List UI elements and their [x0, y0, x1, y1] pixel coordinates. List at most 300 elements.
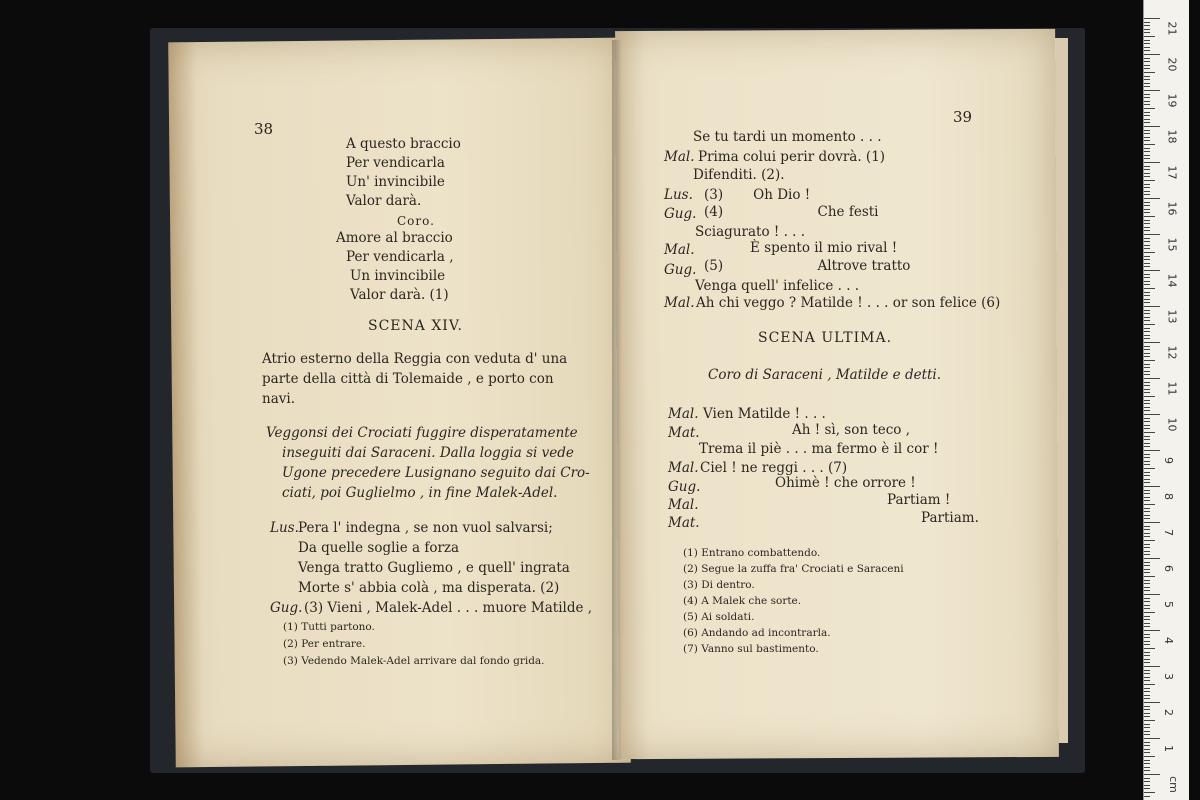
ruler-tick — [1144, 619, 1150, 620]
ruler-tick — [1144, 115, 1150, 116]
ruler-tick — [1144, 227, 1150, 228]
ruler-tick — [1144, 605, 1150, 606]
dialogue-line: Ah chi veggo ? Matilde ! . . . or son felice (6) — [696, 295, 1001, 311]
ruler-tick — [1144, 36, 1155, 37]
ruler-tick — [1144, 554, 1150, 555]
footnote: (5) Ai soldati. — [683, 611, 755, 623]
ruler-tick — [1144, 396, 1155, 397]
ruler-tick — [1144, 40, 1150, 41]
ruler-tick — [1144, 472, 1150, 473]
ruler-tick — [1144, 76, 1150, 77]
ruler-tick — [1144, 385, 1150, 386]
ruler-tick — [1144, 158, 1150, 159]
ruler-tick — [1144, 320, 1150, 321]
ruler-tick — [1144, 86, 1150, 87]
footnote: (1) Tutti partono. — [283, 621, 375, 633]
ruler-tick — [1144, 760, 1150, 761]
ruler-tick — [1144, 230, 1150, 231]
ruler-tick — [1144, 220, 1150, 221]
ruler-tick — [1144, 266, 1150, 267]
footnote: (3) Di dentro. — [683, 579, 755, 591]
ruler-number: 16 — [1165, 201, 1179, 216]
ruler-tick — [1144, 533, 1150, 534]
ruler-tick — [1144, 382, 1150, 383]
ruler-tick — [1144, 209, 1150, 210]
ruler-tick — [1144, 155, 1150, 156]
ruler-tick — [1144, 601, 1150, 602]
ruler-tick — [1144, 464, 1150, 465]
ruler-tick — [1144, 428, 1150, 429]
ruler-tick — [1144, 108, 1155, 109]
ruler-tick — [1144, 648, 1155, 649]
ruler-tick — [1144, 374, 1150, 375]
ruler-tick — [1144, 504, 1155, 505]
setting-line: navi. — [262, 391, 295, 407]
ruler-tick — [1144, 720, 1155, 721]
ruler-tick — [1144, 569, 1150, 570]
ruler-tick — [1144, 511, 1150, 512]
ruler-tick — [1144, 590, 1150, 591]
ruler-tick — [1144, 198, 1160, 199]
verse-line: Un invincibile — [350, 268, 446, 284]
ruler-tick — [1144, 101, 1150, 102]
verse-line: Per vendicarla — [346, 155, 445, 171]
dialogue-line: Pera l' indegna , se non vuol salvarsi; — [298, 520, 553, 536]
stage-direction-line: inseguiti dai Saraceni. Dalla loggia si vede — [282, 445, 574, 461]
dialogue-line: Venga tratto Gugliemo , e quell' ingrata — [298, 560, 570, 576]
dialogue-line: Ciel ! ne reggi . . . (7) — [700, 460, 848, 476]
ruler-tick — [1144, 792, 1155, 793]
ruler-tick — [1144, 281, 1150, 282]
ruler-tick — [1144, 576, 1155, 577]
ruler-tick — [1144, 788, 1150, 789]
ruler-tick — [1144, 133, 1150, 134]
ruler-tick — [1144, 774, 1160, 775]
ruler-tick — [1144, 785, 1150, 786]
ruler-tick — [1144, 18, 1160, 19]
ruler-tick — [1144, 205, 1150, 206]
ruler-tick — [1144, 302, 1150, 303]
ruler-tick — [1144, 43, 1150, 44]
ruler-tick — [1144, 274, 1150, 275]
scene-title: SCENA ULTIMA. — [758, 330, 893, 346]
ruler-tick — [1144, 414, 1160, 415]
scene-title: SCENA XIV. — [368, 318, 463, 334]
ruler-tick — [1144, 72, 1155, 73]
footnote: (1) Entrano combattendo. — [683, 547, 821, 559]
ruler-tick — [1144, 191, 1150, 192]
verse-line: A questo braccio — [346, 136, 461, 152]
ruler-tick — [1144, 734, 1150, 735]
verse-line: Valor darà. — [346, 193, 422, 209]
dialogue-line: (5) Altrove tratto — [704, 258, 911, 274]
ruler-tick — [1144, 716, 1150, 717]
ruler-tick — [1144, 562, 1150, 563]
ruler-tick — [1144, 144, 1155, 145]
ruler-number: 21 — [1165, 21, 1179, 36]
ruler-tick — [1144, 742, 1150, 743]
ruler-tick — [1144, 778, 1150, 779]
ruler-tick — [1144, 439, 1150, 440]
ruler-tick — [1144, 223, 1150, 224]
ruler-tick — [1144, 346, 1150, 347]
coro-label: Coro. — [397, 214, 435, 228]
ruler-tick — [1144, 360, 1155, 361]
ruler-tick — [1144, 436, 1150, 437]
ruler-tick — [1144, 454, 1150, 455]
ruler-tick — [1144, 277, 1150, 278]
setting-line: Atrio esterno della Reggia con veduta d' una — [262, 351, 568, 367]
page-number-right: 39 — [953, 108, 973, 126]
speaker-label: Gug. — [664, 262, 697, 278]
ruler-tick — [1144, 338, 1150, 339]
dialogue-line: È spento il mio rival ! — [750, 240, 898, 256]
ruler-tick — [1144, 594, 1160, 595]
ruler-tick — [1144, 673, 1150, 674]
ruler-tick — [1144, 392, 1150, 393]
ruler-tick — [1144, 216, 1155, 217]
ruler-number: 12 — [1165, 345, 1179, 360]
ruler-tick — [1144, 709, 1150, 710]
ruler-number: 1 — [1162, 745, 1175, 752]
ruler-number: 5 — [1162, 601, 1175, 608]
ruler-tick — [1144, 641, 1150, 642]
ruler-tick — [1144, 583, 1150, 584]
speaker-label: Mal. — [668, 406, 699, 422]
ruler-tick — [1144, 425, 1150, 426]
ruler-tick — [1144, 515, 1150, 516]
ruler-tick — [1144, 587, 1150, 588]
page-number-left: 38 — [254, 120, 274, 138]
dialogue-line: (3) Vieni , Malek-Adel . . . muore Matilde , — [304, 600, 593, 616]
stage-direction-line: ciati, poi Guglielmo , in fine Malek-Adel. — [282, 485, 558, 501]
ruler-tick — [1144, 637, 1150, 638]
footnote: (2) Segue la zuffa fra' Crociati e Saraceni — [683, 563, 904, 575]
ruler-number: 10 — [1165, 417, 1179, 432]
speaker-label: Lus. — [270, 520, 299, 536]
speaker-label: Mal. — [664, 242, 695, 258]
ruler-tick — [1144, 400, 1150, 401]
ruler-tick — [1144, 706, 1150, 707]
ruler-tick — [1144, 756, 1155, 757]
speaker-label: Gug. — [270, 600, 303, 616]
dialogue-line: Morte s' abbia colà , ma disperata. (2) — [298, 580, 560, 596]
dialogue-line: Venga quell' infelice . . . — [695, 278, 860, 294]
ruler-tick — [1144, 130, 1150, 131]
ruler-tick — [1144, 526, 1150, 527]
ruler-tick — [1144, 126, 1160, 127]
ruler-tick — [1144, 112, 1150, 113]
ruler-tick — [1144, 630, 1160, 631]
ruler-tick — [1144, 65, 1150, 66]
ruler-tick — [1144, 22, 1150, 23]
ruler-tick — [1144, 47, 1150, 48]
footnote: (3) Vedendo Malek-Adel arrivare dal fondo grida. — [283, 655, 545, 667]
verse-line: Un' invincibile — [346, 174, 445, 190]
ruler-tick — [1144, 259, 1150, 260]
ruler-number: 17 — [1165, 165, 1179, 180]
ruler-tick — [1144, 284, 1150, 285]
ruler-tick — [1144, 608, 1150, 609]
ruler-number: 2 — [1162, 709, 1175, 716]
speaker-label: Mat. — [668, 515, 700, 531]
ruler-tick — [1144, 378, 1160, 379]
ruler-number: 8 — [1162, 493, 1175, 500]
ruler-tick — [1144, 122, 1150, 123]
ruler-tick — [1144, 518, 1150, 519]
ruler-tick — [1144, 796, 1150, 797]
ruler-tick — [1144, 493, 1150, 494]
ruler-tick — [1144, 457, 1150, 458]
ruler-tick — [1144, 68, 1150, 69]
speaker-label: Mal. — [664, 295, 695, 311]
ruler-tick — [1144, 353, 1150, 354]
dialogue-line: Partiam. — [921, 510, 979, 526]
ruler-tick — [1144, 212, 1150, 213]
ruler-tick — [1144, 652, 1150, 653]
speaker-label: Mal. — [668, 460, 699, 476]
ruler-tick — [1144, 173, 1150, 174]
ruler-tick — [1144, 677, 1150, 678]
ruler-tick — [1144, 324, 1155, 325]
ruler-tick — [1144, 331, 1150, 332]
ruler-tick — [1144, 580, 1150, 581]
ruler-tick — [1144, 252, 1155, 253]
ruler-tick — [1144, 540, 1155, 541]
ruler-tick — [1144, 389, 1150, 390]
ruler-tick — [1144, 767, 1150, 768]
ruler-tick — [1144, 356, 1150, 357]
ruler-tick — [1144, 479, 1150, 480]
ruler-tick — [1144, 623, 1150, 624]
ruler-tick — [1144, 544, 1150, 545]
ruler-tick — [1144, 234, 1160, 235]
stage-direction-line: Ugone precedere Lusignano seguito dai Cro- — [282, 465, 590, 481]
footnote: (2) Per entrare. — [283, 638, 366, 650]
ruler-tick — [1144, 58, 1150, 59]
ruler-tick — [1144, 342, 1160, 343]
ruler-tick — [1144, 482, 1150, 483]
ruler-tick — [1144, 83, 1150, 84]
ruler-tick — [1144, 695, 1150, 696]
ruler-tick — [1144, 180, 1155, 181]
ruler-tick — [1144, 313, 1150, 314]
ruler-tick — [1144, 450, 1160, 451]
ruler-tick — [1144, 572, 1150, 573]
ruler-tick — [1144, 558, 1160, 559]
ruler-number: 15 — [1165, 237, 1179, 252]
ruler-number: 20 — [1165, 57, 1179, 72]
ruler-tick — [1144, 616, 1150, 617]
ruler-tick — [1144, 461, 1150, 462]
ruler-tick — [1144, 104, 1150, 105]
ruler-tick — [1144, 371, 1150, 372]
footnote: (6) Andando ad incontrarla. — [683, 627, 831, 639]
ruler-tick — [1144, 432, 1155, 433]
ruler-tick — [1144, 612, 1155, 613]
dialogue-line: Partiam ! — [887, 492, 951, 508]
ruler-tick — [1144, 626, 1150, 627]
dialogue-line: Prima colui perir dovrà. (1) — [698, 149, 886, 165]
speaker-label: Lus. — [664, 187, 693, 203]
speaker-label: Mal. — [664, 149, 695, 165]
ruler-tick — [1144, 738, 1160, 739]
ruler-tick — [1144, 634, 1150, 635]
ruler-tick — [1144, 306, 1160, 307]
speaker-label: Gug. — [668, 479, 701, 495]
ruler-tick — [1144, 698, 1150, 699]
ruler-number: 3 — [1162, 673, 1175, 680]
book-gutter — [612, 40, 622, 760]
ruler-tick — [1144, 536, 1150, 537]
ruler-tick — [1144, 522, 1160, 523]
ruler-tick — [1144, 29, 1150, 30]
ruler-tick — [1144, 310, 1150, 311]
ruler-tick — [1144, 659, 1150, 660]
verse-line: Per vendicarla , — [346, 249, 454, 265]
ruler-tick — [1144, 752, 1150, 753]
ruler-number: 4 — [1162, 637, 1175, 644]
ruler-tick — [1144, 691, 1150, 692]
ruler-number: 13 — [1165, 309, 1179, 324]
ruler-tick — [1144, 256, 1150, 257]
verse-line: Amore al braccio — [336, 230, 453, 246]
ruler-tick — [1144, 670, 1150, 671]
verse-line: Valor darà. (1) — [350, 287, 449, 303]
dialogue-line: (4) Che festi — [704, 204, 879, 220]
ruler-tick — [1144, 662, 1150, 663]
ruler-tick — [1144, 94, 1150, 95]
ruler-tick — [1144, 486, 1160, 487]
ruler-tick — [1144, 140, 1150, 141]
ruler-tick — [1144, 335, 1150, 336]
ruler-tick — [1144, 166, 1150, 167]
speaker-label: Mal. — [668, 497, 699, 513]
dialogue-line: Vien Matilde ! . . . — [703, 406, 826, 422]
ruler-tick — [1144, 410, 1150, 411]
ruler-tick — [1144, 169, 1150, 170]
ruler-number: 19 — [1165, 93, 1179, 108]
setting-line: parte della città di Tolemaide , e porto con — [262, 371, 554, 387]
ruler-tick — [1144, 245, 1150, 246]
ruler-tick — [1144, 248, 1150, 249]
ruler-tick — [1144, 349, 1150, 350]
ruler-tick — [1144, 32, 1150, 33]
ruler-tick — [1144, 770, 1150, 771]
ruler-tick — [1144, 194, 1150, 195]
ruler-tick — [1144, 364, 1150, 365]
ruler-number: cm — [1166, 776, 1180, 793]
stage-direction: Coro di Saraceni , Matilde e detti. — [708, 367, 942, 383]
ruler-tick — [1144, 241, 1150, 242]
ruler-tick — [1144, 508, 1150, 509]
ruler-number: 11 — [1165, 381, 1179, 396]
ruler-tick — [1144, 328, 1150, 329]
ruler-tick — [1144, 97, 1150, 98]
ruler-tick — [1144, 490, 1150, 491]
ruler-tick — [1144, 731, 1150, 732]
speaker-label: Mat. — [668, 425, 700, 441]
ruler-tick — [1144, 317, 1150, 318]
dialogue-line: Ah ! sì, son teco , — [792, 422, 911, 438]
dialogue-line: Trema il piè . . . ma fermo è il cor ! — [699, 441, 939, 457]
ruler-tick — [1144, 119, 1150, 120]
ruler-tick — [1144, 468, 1155, 469]
dialogue-line: Sciagurato ! . . . — [695, 224, 806, 240]
ruler-tick — [1144, 680, 1150, 681]
ruler-tick — [1144, 61, 1150, 62]
ruler-tick — [1144, 666, 1160, 667]
ruler-tick — [1144, 749, 1150, 750]
ruler-tick — [1144, 137, 1150, 138]
dialogue-line: Da quelle soglie a forza — [298, 540, 460, 556]
ruler-tick — [1144, 547, 1150, 548]
ruler-number: 6 — [1162, 565, 1175, 572]
ruler-tick — [1144, 288, 1155, 289]
ruler-tick — [1144, 270, 1160, 271]
ruler-tick — [1144, 162, 1160, 163]
ruler-tick — [1144, 295, 1150, 296]
ruler-number: 7 — [1162, 529, 1175, 536]
ruler-number: 9 — [1162, 457, 1175, 464]
ruler-tick — [1144, 475, 1150, 476]
ruler-tick — [1144, 407, 1150, 408]
ruler-tick — [1144, 90, 1160, 91]
ruler-tick — [1144, 688, 1150, 689]
ruler-tick — [1144, 184, 1150, 185]
ruler-tick — [1144, 702, 1160, 703]
ruler-tick — [1144, 176, 1150, 177]
ruler-tick — [1144, 529, 1150, 530]
ruler-tick — [1144, 299, 1150, 300]
ruler-tick — [1144, 263, 1150, 264]
ruler-tick — [1144, 25, 1150, 26]
ruler-tick — [1144, 598, 1150, 599]
ruler-tick — [1144, 713, 1150, 714]
ruler-tick — [1144, 500, 1150, 501]
measurement-ruler — [1143, 0, 1189, 800]
stage-direction-line: Veggonsi dei Crociati fuggire disperatamente — [266, 425, 578, 441]
ruler-tick — [1144, 763, 1150, 764]
ruler-tick — [1144, 202, 1150, 203]
ruler-tick — [1144, 151, 1150, 152]
ruler-tick — [1144, 684, 1155, 685]
ruler-tick — [1144, 50, 1150, 51]
ruler-tick — [1144, 745, 1150, 746]
ruler-tick — [1144, 54, 1160, 55]
footnote: (7) Vanno sul bastimento. — [683, 643, 819, 655]
ruler-tick — [1144, 644, 1150, 645]
ruler-tick — [1144, 187, 1150, 188]
ruler-tick — [1144, 551, 1150, 552]
ruler-tick — [1144, 148, 1150, 149]
ruler-tick — [1144, 443, 1150, 444]
ruler-tick — [1144, 238, 1150, 239]
ruler-tick — [1144, 403, 1150, 404]
ruler-number: 14 — [1165, 273, 1179, 288]
speaker-label: Gug. — [664, 206, 697, 222]
ruler-tick — [1144, 292, 1150, 293]
ruler-tick — [1144, 497, 1150, 498]
ruler-number: 18 — [1165, 129, 1179, 144]
footnote: (4) A Malek che sorte. — [683, 595, 802, 607]
dialogue-line: Ohimè ! che orrore ! — [775, 475, 916, 491]
ruler-tick — [1144, 418, 1150, 419]
ruler-tick — [1144, 727, 1150, 728]
dialogue-line: Se tu tardi un momento . . . — [693, 129, 882, 145]
ruler-tick — [1144, 655, 1150, 656]
ruler-tick — [1144, 446, 1150, 447]
